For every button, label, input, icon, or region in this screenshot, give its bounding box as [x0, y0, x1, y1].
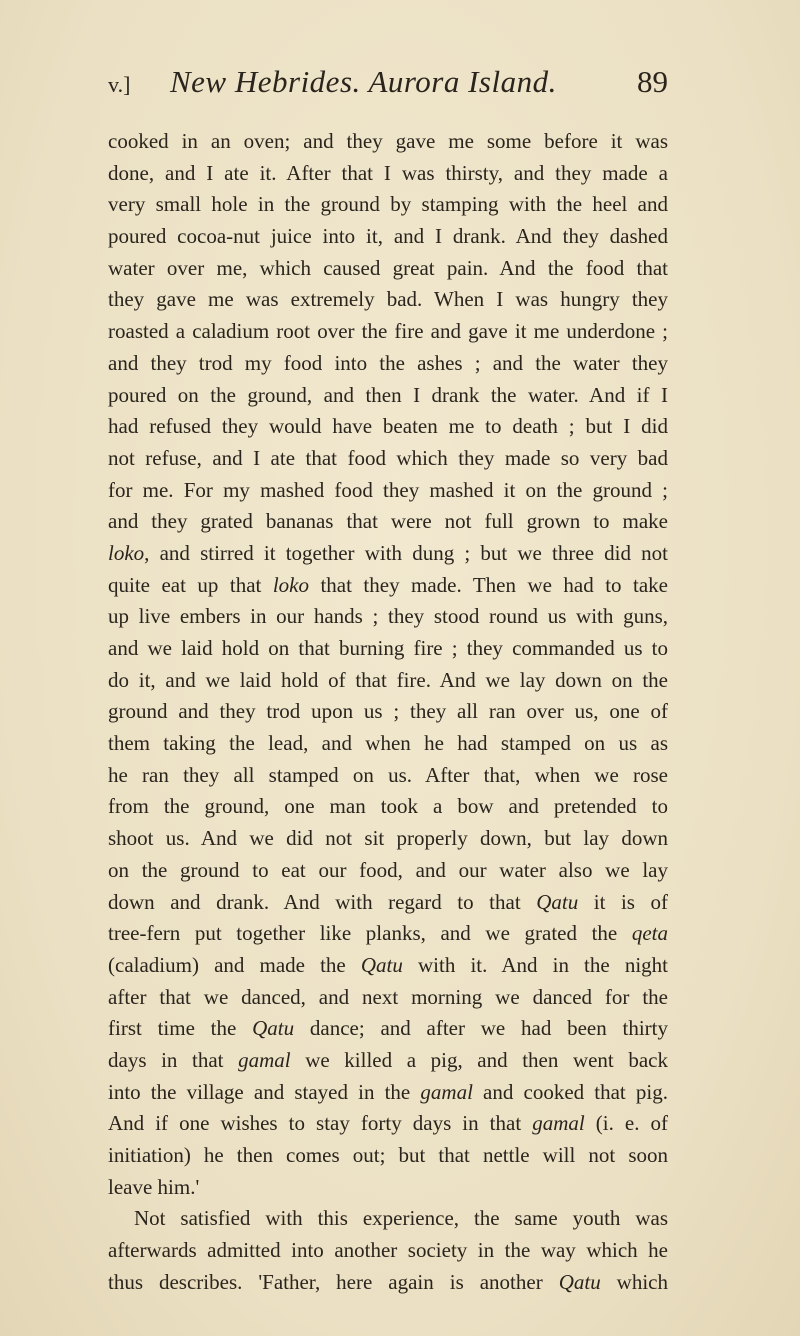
native-term: Qatu: [360, 952, 403, 977]
text-line: quite eat up that loko that they made. Then we had to take: [108, 572, 668, 597]
native-term: qeta: [631, 921, 668, 946]
text-line: ground and they trod upon us ; they all ran over us, one of: [108, 699, 668, 724]
native-term: loko: [272, 572, 309, 597]
text-line: and they grated bananas that were not full grown to make: [108, 509, 668, 534]
text-line: do it, and we laid hold of that fire. And we lay down on the: [108, 667, 668, 692]
text-line: loko, and stirred it together with dung ; but we three did not: [108, 540, 668, 565]
text-line: Not satisfied with this experience, the same youth was: [134, 1206, 668, 1231]
text-line: (caladium) and made the Qatu with it. And in the night: [108, 952, 668, 977]
native-term: Qatu: [252, 1016, 295, 1041]
text-line: tree-fern put together like planks, and we grated the qeta: [108, 921, 668, 946]
text-line: after that we danced, and next morning we danced for the: [108, 984, 668, 1009]
native-term: gamal: [420, 1079, 473, 1104]
page-header: [108, 64, 668, 104]
text-line: And if one wishes to stay forty days in that gamal (i. e. of: [108, 1111, 668, 1136]
text-line: first time the Qatu dance; and after we had been thirty: [108, 1016, 668, 1041]
text-line: for me. For my mashed food they mashed it on the ground ;: [108, 477, 668, 502]
text-line: them taking the lead, and when he had stamped on us as: [108, 731, 668, 756]
native-term: gamal: [238, 1047, 291, 1072]
text-line: leave him.': [108, 1174, 200, 1199]
native-term: gamal: [532, 1111, 585, 1136]
text-line: roasted a caladium root over the fire and gave it me underdone ;: [108, 319, 668, 344]
text-line: thus describes. 'Father, here again is another Qatu which: [108, 1269, 668, 1294]
text-line: done, and I ate it. After that I was thirsty, and they made a: [108, 160, 668, 185]
text-line: poured cocoa-nut juice into it, and I drank. And they dashed: [108, 224, 668, 249]
text-line: afterwards admitted into another society in the way which he: [108, 1238, 668, 1263]
text-line: water over me, which caused great pain. And the food that: [108, 255, 668, 280]
chapter-number: v.]: [108, 72, 131, 97]
text-line: very small hole in the ground by stamping with the heel and: [108, 192, 668, 217]
text-line: into the village and stayed in the gamal and cooked that pig.: [108, 1079, 668, 1104]
text-line: and we laid hold on that burning fire ; they commanded us to: [108, 636, 668, 660]
native-term: loko: [108, 540, 145, 565]
text-line: shoot us. And we did not sit properly down, but lay down: [108, 826, 668, 851]
native-term: Qatu: [536, 889, 579, 914]
native-term: Qatu: [558, 1269, 601, 1294]
text-line: not refuse, and I ate that food which they made so very bad: [108, 445, 668, 470]
text-line: they gave me was extremely bad. When I was hungry they: [108, 287, 668, 312]
text-line: on the ground to eat our food, and our water also we lay: [108, 857, 668, 882]
text-line: days in that gamal we killed a pig, and then went back: [108, 1047, 669, 1072]
text-line: from the ground, one man took a bow and pretended to: [108, 794, 668, 819]
page-number: 89: [637, 64, 668, 99]
text-line: poured on the ground, and then I drank the water. And if I: [108, 382, 668, 407]
text-line: he ran they all stamped on us. After that, when we rose: [108, 762, 668, 787]
body-text: [108, 126, 668, 1298]
text-line: cooked in an oven; and they gave me some before it was: [108, 129, 668, 153]
text-line: down and drank. And with regard to that Qatu it is of: [108, 889, 669, 914]
text-line: initiation) he then comes out; but that nettle will not soon: [108, 1143, 668, 1167]
text-line: and they trod my food into the ashes ; and the water they: [108, 350, 668, 375]
running-title: New Hebrides. Aurora Island.: [170, 64, 557, 99]
text-line: up live embers in our hands ; they stood round us with guns,: [108, 604, 668, 629]
text-line: had refused they would have beaten me to death ; but I did: [108, 414, 668, 439]
